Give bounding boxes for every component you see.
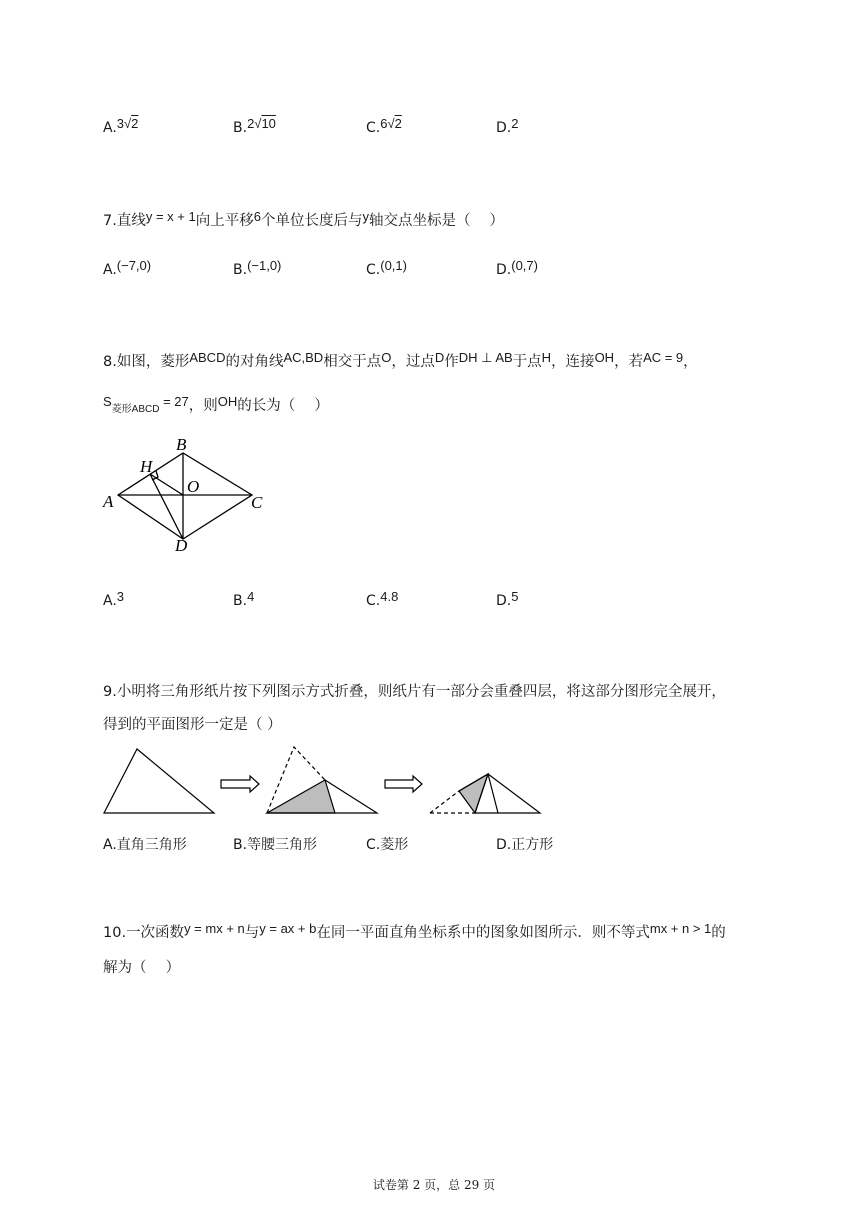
folding-figure xyxy=(100,744,550,820)
q9-stem-line2: 得到的平面图形一定是（ ） xyxy=(103,717,282,733)
label-c: C xyxy=(251,493,263,512)
q9-option-a: A.直角三角形 xyxy=(103,837,187,853)
sqrt-sign: √10 xyxy=(254,116,276,131)
q9-stem-line1: 9.小明将三角形纸片按下列图示方式折叠，则纸片有一部分会重叠四层，将这部分图形完全展开， xyxy=(103,684,726,700)
q7-stem: 7.直线y = x + 1向上平移6个单位长度后与y轴交点坐标是（ ） xyxy=(103,209,505,229)
q6-option-b: B.2√10 xyxy=(233,116,276,136)
q9-option-c: C.菱形 xyxy=(366,837,409,853)
q7-option-a: A.(−7,0) xyxy=(103,258,152,278)
q6-option-c: C.6√2 xyxy=(366,116,402,136)
q8-option-b: B.4 xyxy=(233,589,255,609)
q7-option-d: D.(0,7) xyxy=(496,258,538,278)
sqrt-sign: √2 xyxy=(387,116,402,131)
q10-stem-line2: 解为（ ） xyxy=(103,960,181,976)
label-a: A xyxy=(103,492,114,511)
rhombus-figure xyxy=(100,436,280,556)
q8-stem-line2: S菱形ABCD = 27，则OH的长为（ ） xyxy=(103,394,329,415)
label-h: H xyxy=(140,457,153,476)
q9-option-b: B.等腰三角形 xyxy=(233,837,318,853)
q8-stem-line1: 8.如图，菱形ABCD的对角线AC,BD相交于点O，过点D作DH ⊥ AB于点H，连接OH，若AC = 9， xyxy=(103,350,698,370)
q7-option-c: C.(0,1) xyxy=(366,258,407,278)
q6-option-d: D.2 xyxy=(496,116,519,136)
q10-stem-line1: 10.一次函数y = mx + n与y = ax + b在同一平面直角坐标系中的图象如图所示．则不等式mx + n > 1的 xyxy=(103,921,726,941)
q6-option-a: A.3√2 xyxy=(103,116,139,136)
label-o: O xyxy=(187,477,200,496)
label-d: D xyxy=(175,536,188,555)
q8-option-a: A.3 xyxy=(103,589,125,609)
q9-option-d: D.正方形 xyxy=(496,837,554,853)
sqrt-sign: √2 xyxy=(124,116,139,131)
q7-option-b: B.(−1,0) xyxy=(233,258,282,278)
q8-option-d: D.5 xyxy=(496,589,519,609)
page-footer: 试卷第 2 页，总 29 页 xyxy=(372,1178,496,1192)
label-b: B xyxy=(176,436,187,454)
q8-option-c: C.4.8 xyxy=(366,589,399,609)
